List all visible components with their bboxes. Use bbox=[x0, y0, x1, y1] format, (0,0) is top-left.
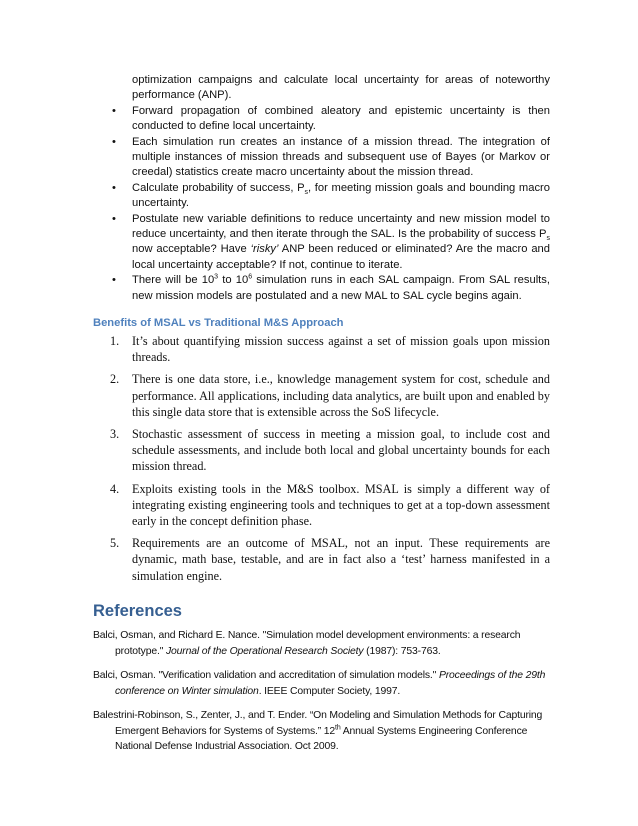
item-number: 1. bbox=[110, 334, 120, 348]
bullet-text: Forward propagation of combined aleatory and epistemic uncertainty is then conducted to define local uncertainty. bbox=[132, 104, 550, 133]
reference-entry bbox=[93, 708, 553, 755]
item-text: It’s about quantifying mission success against a set of mission goals upon mission threads. bbox=[132, 334, 550, 365]
references-heading: References bbox=[93, 602, 182, 620]
bullet-text: , for meeting mission goals and bounding macro uncertainty. bbox=[132, 181, 550, 210]
bullet-marker: • bbox=[112, 135, 116, 148]
reference-journal: Journal of the Operational Research Society bbox=[166, 645, 364, 657]
bullet-marker: • bbox=[112, 104, 116, 117]
superscript: 6 bbox=[248, 273, 253, 281]
bullet-marker: • bbox=[112, 181, 116, 194]
bullet-text: Postulate new variable definitions to reduce uncertainty and new mission model to reduce uncertainty, and then iterate through the SAL. Is the probability of success P bbox=[132, 212, 550, 241]
item-number: 2. bbox=[110, 372, 120, 387]
numbered-item bbox=[110, 371, 550, 420]
bullet-text: now acceptable? Have bbox=[132, 243, 251, 256]
reference-text: Annual Systems Engineering Conference National Defense Industrial Association. Oct 2009. bbox=[115, 725, 528, 752]
item-text: Exploits existing tools in the M&S toolbox. MSAL is simply a different way of integrating existing engineering tools and techniques to get at a top-down assessment early in the concept definition phase. bbox=[132, 481, 550, 529]
emphasis: ‘risky’ bbox=[250, 243, 279, 256]
item-text: Requirements are an outcome of MSAL, not an input. These requirements are dynamic, math base, testable, and are in fact also a ‘test’ harness manifested in a simulation engine. bbox=[132, 536, 550, 583]
bullet-marker: • bbox=[112, 212, 116, 225]
reference-text: Balestrini-Robinson, S., Zenter, J., and T. Ender. “On Modeling and Simulation Methods for Capturing Emergent Behaviors for Systems of Systems.” 12 bbox=[93, 710, 543, 737]
bullet-text: to 10 bbox=[218, 274, 249, 287]
bullet-text: simulation runs in each SAL campaign. From SAL results, new mission models are postulated and a new MAL to SAL cycle begins again. bbox=[132, 274, 550, 302]
item-number: 5. bbox=[110, 536, 120, 551]
bullet-item bbox=[110, 212, 550, 274]
reference-text: Balci, Osman, and Richard E. Nance. "Simulation model development environments: a research prototype." bbox=[93, 630, 521, 657]
reference-journal: Proceedings of the 29th conference on Winter simulation bbox=[115, 670, 546, 697]
bullet-item bbox=[110, 104, 550, 135]
bullet-item bbox=[110, 135, 550, 181]
superscript: 3 bbox=[214, 273, 219, 281]
section-heading-benefits: Benefits of MSAL vs Traditional M&S Approach bbox=[93, 317, 344, 329]
reference-entry bbox=[93, 628, 553, 659]
bullet-text: There will be 10 bbox=[132, 274, 215, 287]
item-text: There is one data store, i.e., knowledge management system for cost, schedule and performance. All applications, including data analytics, are built upon and enabled by this single data store that is extensible across the SoS lifecycle. bbox=[132, 372, 550, 419]
superscript: th bbox=[335, 724, 341, 732]
reference-text: (1987): 753-763. bbox=[363, 645, 441, 657]
references-list bbox=[93, 628, 553, 764]
subscript: s bbox=[546, 235, 550, 243]
bullet-marker: • bbox=[112, 274, 116, 287]
item-number: 4. bbox=[110, 481, 120, 496]
bullet-text: Calculate probability of success, P bbox=[132, 181, 305, 194]
subscript: s bbox=[304, 189, 309, 197]
numbered-list bbox=[110, 333, 550, 590]
numbered-item bbox=[110, 481, 550, 530]
bullet-text: ANP been reduced or eliminated? Are the macro and local uncertainty acceptable? If not, continue to iterate. bbox=[132, 243, 550, 271]
reference-text: . IEEE Computer Society, 1997. bbox=[258, 685, 401, 697]
reference-text: Balci, Osman. "Verification validation and accreditation of simulation models." bbox=[93, 670, 439, 681]
reference-entry bbox=[93, 668, 553, 699]
item-text: Stochastic assessment of success in meeting a mission goal, to include cost and schedule assessments, and include both local and global uncertainty bounds for each mission thread. bbox=[132, 427, 550, 474]
numbered-item bbox=[110, 426, 550, 475]
bullet-item bbox=[110, 273, 550, 304]
numbered-item bbox=[110, 535, 550, 584]
bullet-item bbox=[110, 181, 550, 212]
bullet-list bbox=[110, 73, 550, 304]
bullet-continuation: optimization campaigns and calculate local uncertainty for areas of noteworthy performance (ANP). bbox=[132, 74, 550, 102]
bullet-text: Each simulation run creates an instance of a mission thread. The integration of multiple instances of mission threads and subsequent use of Bayes (or Markov or creedal) statistics create macro uncertainty about the mission thread. bbox=[132, 135, 550, 179]
numbered-item bbox=[110, 333, 550, 365]
item-number: 3. bbox=[110, 427, 120, 442]
